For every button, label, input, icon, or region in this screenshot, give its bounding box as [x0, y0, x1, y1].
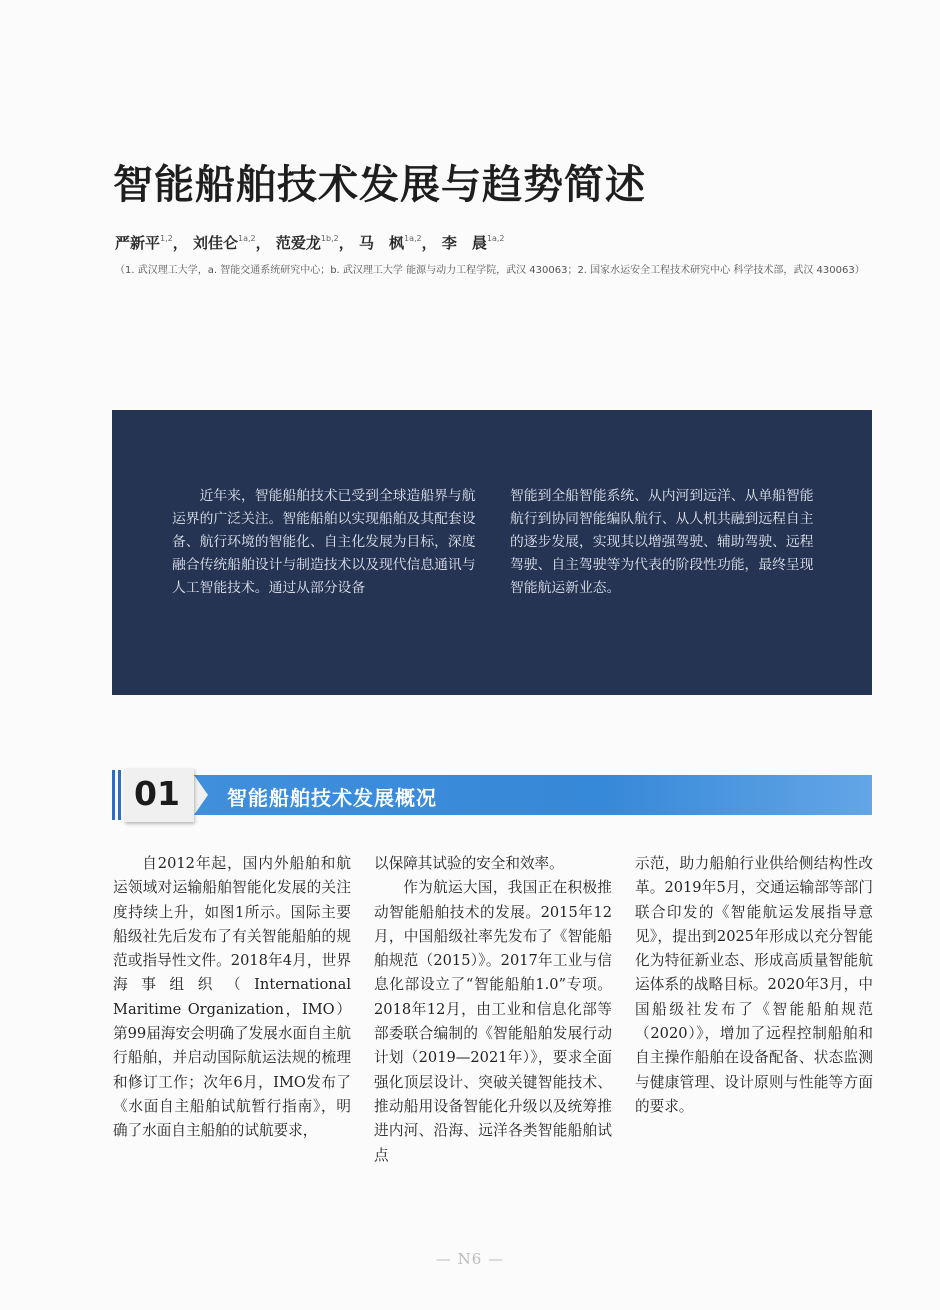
affiliation: （1. 武汉理工大学，a. 智能交通系统研究中心；b. 武汉理工大学 能源与动力工程学院，武汉 430063；2. 国家水运安全工程技术研究中心 科学技术部，武汉 430063）	[115, 265, 865, 276]
section-number-box	[124, 768, 194, 822]
section-accent-bar	[112, 770, 115, 820]
article-title: 智能船舶技术发展与趋势简述	[113, 162, 646, 208]
author: 范爱龙$^{1b,2}$	[275, 234, 339, 252]
author-affiliation-mark: 1a,2	[486, 234, 505, 243]
abstract-text-left: 近年来，智能船舶技术已受到全球造船界与航运界的广泛关注。智能船舶以实现船舶及其配套设备、航行环境的智能化、自主化发展为目标，深度融合传统船舶设计与制造技术以及现代信息通讯与人工智能技术。通过从部分设备	[172, 488, 476, 596]
section-number: 01	[134, 774, 180, 813]
author: 马 枫$^{1a,2}$	[358, 234, 422, 252]
chevron-right-icon	[194, 775, 208, 815]
paragraph: 作为航运大国，我国正在积极推动智能船舶技术的发展。2015年12月，中国船级社率先发布了《智能船舶规范（2015）》。2017年工业与信息化部设立了“智能船舶1.0”专项。2018年12月，由工业和信息化部等部委联合编制的《智能船舶发展行动计划（2019—2021年）》，要求全面强化顶层设计、突破关键智能技术、推动船用设备智能化升级以及统筹推进内河、沿海、远洋各类智能船舶试点	[374, 879, 612, 1164]
author: 刘佳仑$^{1a,2}$	[193, 234, 256, 252]
body-column-2	[374, 852, 612, 1168]
author: 严新平$^{1,2}$	[115, 234, 173, 252]
author-list: 严新平$^{1,2}$， 刘佳仑$^{1a,2}$， 范爱龙$^{1b,2}$， 马 枫$^{1a,2}$， 李 晨$^{1a,2}$	[115, 234, 505, 252]
author-affiliation-mark: 1b,2	[320, 234, 339, 243]
author-affiliation-mark: 1a,2	[403, 234, 422, 243]
paragraph: 示范，助力船舶行业供给侧结构性改革。2019年5月，交通运输部等部门联合印发的《智能航运发展指导意见》，提出到2025年形成以充分智能化为特征新业态、形成高质量智能航运体系的战略目标。2020年3月，中国船级社发布了《智能船舶规范（2020）》，增加了远程控制船舶和自主操作船舶在设备配备、状态监测与健康管理、设计原则与性能等方面的要求。	[635, 855, 873, 1115]
abstract-box	[112, 410, 872, 695]
author: 李 晨$^{1a,2}$	[441, 234, 505, 252]
body-column-3	[635, 852, 873, 1119]
body-column-1	[113, 852, 351, 1144]
paragraph: 自2012年起，国内外船舶和航运领域对运输船舶智能化发展的关注度持续上升，如图1所示。国际主要船级社先后发布了有关智能船舶的规范或指导性文件。2018年4月，世界海事组织（International Maritime Organization，IMO）第99届海安会明确了发展水面自主航行船舶，并启动国际航运法规的梳理和修订工作；次年6月，IMO发布了《水面自主船舶试航暂行指南》，明确了水面自主船舶的试航要求，	[113, 855, 351, 1140]
section-title: 智能船舶技术发展概况	[227, 786, 437, 810]
section-accent-bar	[118, 770, 121, 820]
page-number: — N6 —	[435, 1250, 505, 1268]
author-affiliation-mark: 1a,2	[238, 234, 256, 243]
abstract-text-right: 智能到全船智能系统、从内河到远洋、从单船智能航行到协同智能编队航行、从人机共融到远程自主的逐步发展，实现其以增强驾驶、辅助驾驶、远程驾驶、自主驾驶等为代表的阶段性功能，最终呈现智能航运新业态。	[510, 488, 814, 596]
author-affiliation-mark: 1,2	[160, 234, 173, 243]
paragraph: 以保障其试验的安全和效率。	[374, 855, 564, 872]
section-heading	[112, 768, 874, 822]
